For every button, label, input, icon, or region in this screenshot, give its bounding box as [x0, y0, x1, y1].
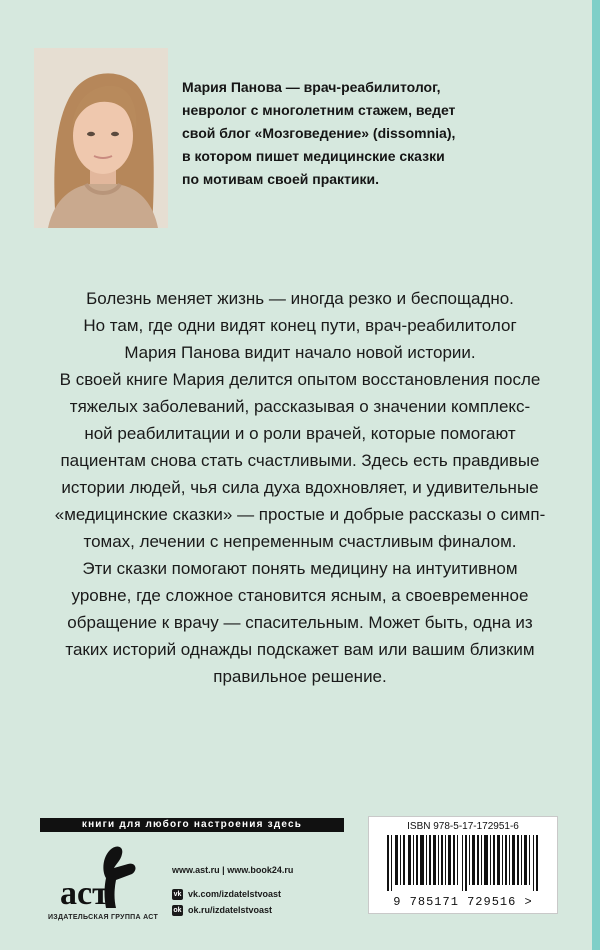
description-line: правильное решение.: [213, 667, 387, 686]
barcode-bars: [387, 835, 541, 891]
description-line: В своей книге Мария делится опытом восстановления после: [59, 370, 541, 389]
description-line: тяжелых заболеваний, рассказывая о значении комплекс-: [69, 397, 531, 416]
description-line: Но там, где одни видят конец пути, врач-реабилитолог: [83, 316, 517, 335]
author-bio-line: невролог с многолетним стажем, ведет: [182, 102, 456, 118]
description-line: томах, лечении с непременным счастливым финалом.: [83, 532, 517, 551]
barcode-digits: 9 785171 729516 >: [393, 895, 533, 909]
author-bio-line: в котором пишет медицинские сказки: [182, 148, 445, 164]
author-bio-line: Мария Панова — врач-реабилитолог,: [182, 79, 441, 95]
isbn-label: ISBN 978-5-17-172951-6: [407, 821, 519, 832]
logo-text: аст: [60, 875, 109, 912]
description-line: уровне, где сложное становится ясным, а своевременное: [71, 586, 529, 605]
vk-link[interactable]: vk.com/izdatelstvoast: [188, 889, 282, 899]
vk-icon: vk: [173, 890, 182, 898]
description-line: Мария Панова видит начало новой истории.: [124, 343, 476, 362]
description-line: истории людей, чья сила духа вдохновляет, и удивительные: [61, 478, 539, 497]
author-bio-line: свой блог «Мозговедение» (dissomnia),: [182, 125, 456, 141]
author-photo: [34, 48, 168, 228]
ast-logo: [58, 842, 148, 912]
publisher-tagline: книги для любого настроения здесь: [40, 818, 344, 832]
description-line: таких историй однажды подскажет вам или вашим близким: [65, 640, 535, 659]
description-line: ной реабилитации и о роли врачей, которые помогают: [84, 424, 516, 443]
author-bio-line: по мотивам своей практики.: [182, 171, 379, 187]
description-line: обращение к врачу — спасительным. Может быть, одна из: [67, 613, 533, 632]
publisher-websites[interactable]: www.ast.ru | www.book24.ru: [172, 865, 294, 875]
author-bio: [182, 76, 562, 191]
publisher-links: [172, 862, 293, 918]
ok-icon: ok: [173, 906, 182, 914]
description-line: Эти сказки помогают понять медицину на интуитивном: [82, 559, 518, 578]
book-description: [30, 285, 570, 690]
barcode: [368, 816, 558, 914]
description-line: «медицинские сказки» — простые и добрые рассказы о симп-: [54, 505, 546, 524]
publisher-name: ИЗДАТЕЛЬСКАЯ ГРУППА АСТ: [47, 914, 159, 921]
description-line: пациентам снова стать счастливыми. Здесь есть правдивые: [60, 451, 540, 470]
ok-link[interactable]: ok.ru/izdatelstvoast: [188, 905, 273, 915]
description-line: Болезнь меняет жизнь — иногда резко и беспощадно.: [86, 289, 514, 308]
spine-accent-strip: [592, 0, 600, 950]
